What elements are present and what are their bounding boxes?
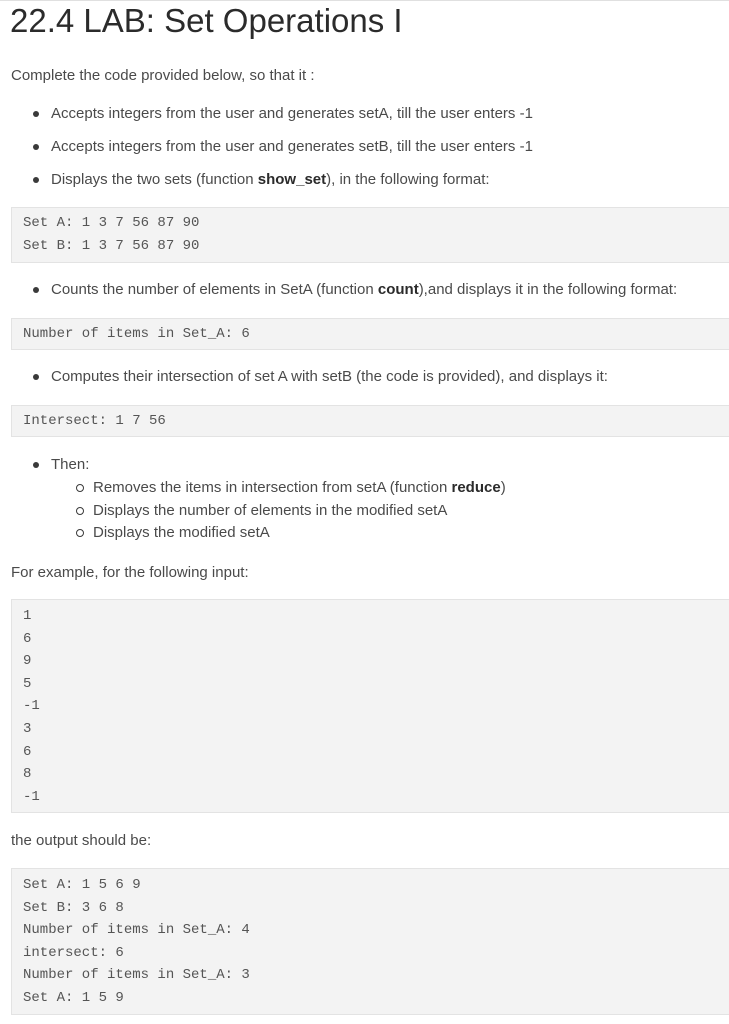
bullet-dot-icon (33, 374, 39, 380)
page-title: 22.4 LAB: Set Operations I (10, 2, 403, 39)
code-line: 1 (23, 608, 32, 624)
code-line: Number of items in Set_A: 6 (23, 326, 250, 342)
code-block-output (11, 868, 729, 1015)
bullet-text: Computes their intersection of set A with setB (the code is provided), and displays it: (51, 368, 608, 385)
bullet-dot-icon (33, 144, 39, 150)
example-label: For example, for the following input: (11, 564, 249, 581)
sub-bullet-count-modified (76, 501, 447, 521)
code-line: -1 (23, 788, 40, 805)
code-block-sets (11, 207, 729, 263)
code-line: Set A: 1 5 9 (23, 989, 124, 1006)
bullet-text: Accepts integers from the user and generates setB, till the user enters -1 (51, 138, 533, 155)
code-block-count (11, 318, 729, 350)
code-line: Intersect: 1 7 56 (23, 413, 166, 429)
bullet-dot-icon (33, 462, 39, 468)
sub-bullet-text (93, 478, 506, 498)
bullet-text: Then: (51, 456, 90, 473)
output-label: the output should be: (11, 832, 152, 849)
code-line: Set B: 3 6 8 (23, 899, 124, 916)
code-block-input (11, 599, 729, 813)
code-line: 8 (23, 766, 32, 783)
intro-text: Complete the code provided below, so that it : (11, 67, 315, 84)
bullet-count (33, 280, 677, 300)
bullet-text-part: Displays the two sets (function (51, 171, 258, 188)
code-line: -1 (23, 698, 40, 715)
code-line: 5 (23, 675, 32, 692)
code-line: 9 (23, 653, 32, 670)
bullet-accept-setb (33, 137, 533, 157)
code-line: intersect: 6 (23, 944, 124, 961)
bullet-text-part: Counts the number of elements in SetA (function (51, 281, 378, 298)
bullet-text-part: ), in the following format: (326, 171, 490, 188)
code-line: 3 (23, 720, 32, 737)
sub-bullet-text: Displays the modified setA (93, 524, 270, 541)
sub-bullet-text-part: Removes the items in intersection from setA (function (93, 479, 452, 496)
bullet-dot-icon (33, 177, 39, 183)
bullet-dot-icon (33, 287, 39, 293)
bullet-text (51, 170, 490, 190)
code-line: Set B: 1 3 7 56 87 90 (23, 237, 200, 254)
code-line: Set A: 1 3 7 56 87 90 (23, 215, 200, 231)
code-line: 6 (23, 630, 32, 647)
sub-bullet-circle-icon (76, 484, 84, 492)
code-line: Set A: 1 5 6 9 (23, 877, 141, 893)
sub-bullet-circle-icon (76, 529, 84, 537)
code-line: Number of items in Set_A: 3 (23, 967, 250, 984)
sub-bullet-display-modified (76, 523, 270, 543)
sub-bullet-reduce (76, 478, 506, 498)
code-line: 6 (23, 743, 32, 760)
bullet-display-sets (33, 170, 490, 190)
bullet-dot-icon (33, 111, 39, 117)
sub-bullet-circle-icon (76, 507, 84, 515)
sub-bullet-text-part: ) (500, 479, 506, 496)
bullet-text: Accepts integers from the user and generates setA, till the user enters -1 (51, 105, 533, 122)
bullet-accept-seta (33, 104, 533, 124)
sub-bullet-text: Displays the number of elements in the modified setA (93, 502, 448, 519)
code-line: Number of items in Set_A: 4 (23, 922, 250, 939)
function-name-count: count (377, 281, 419, 298)
bullet-intersection (33, 367, 608, 387)
code-block-intersect (11, 405, 729, 437)
bullet-text-part: ),and displays it in the following format: (418, 281, 678, 298)
function-name-show-set: show_set (257, 171, 327, 188)
bullet-text (51, 280, 677, 300)
function-name-reduce: reduce (451, 479, 501, 496)
bullet-then (33, 455, 89, 475)
